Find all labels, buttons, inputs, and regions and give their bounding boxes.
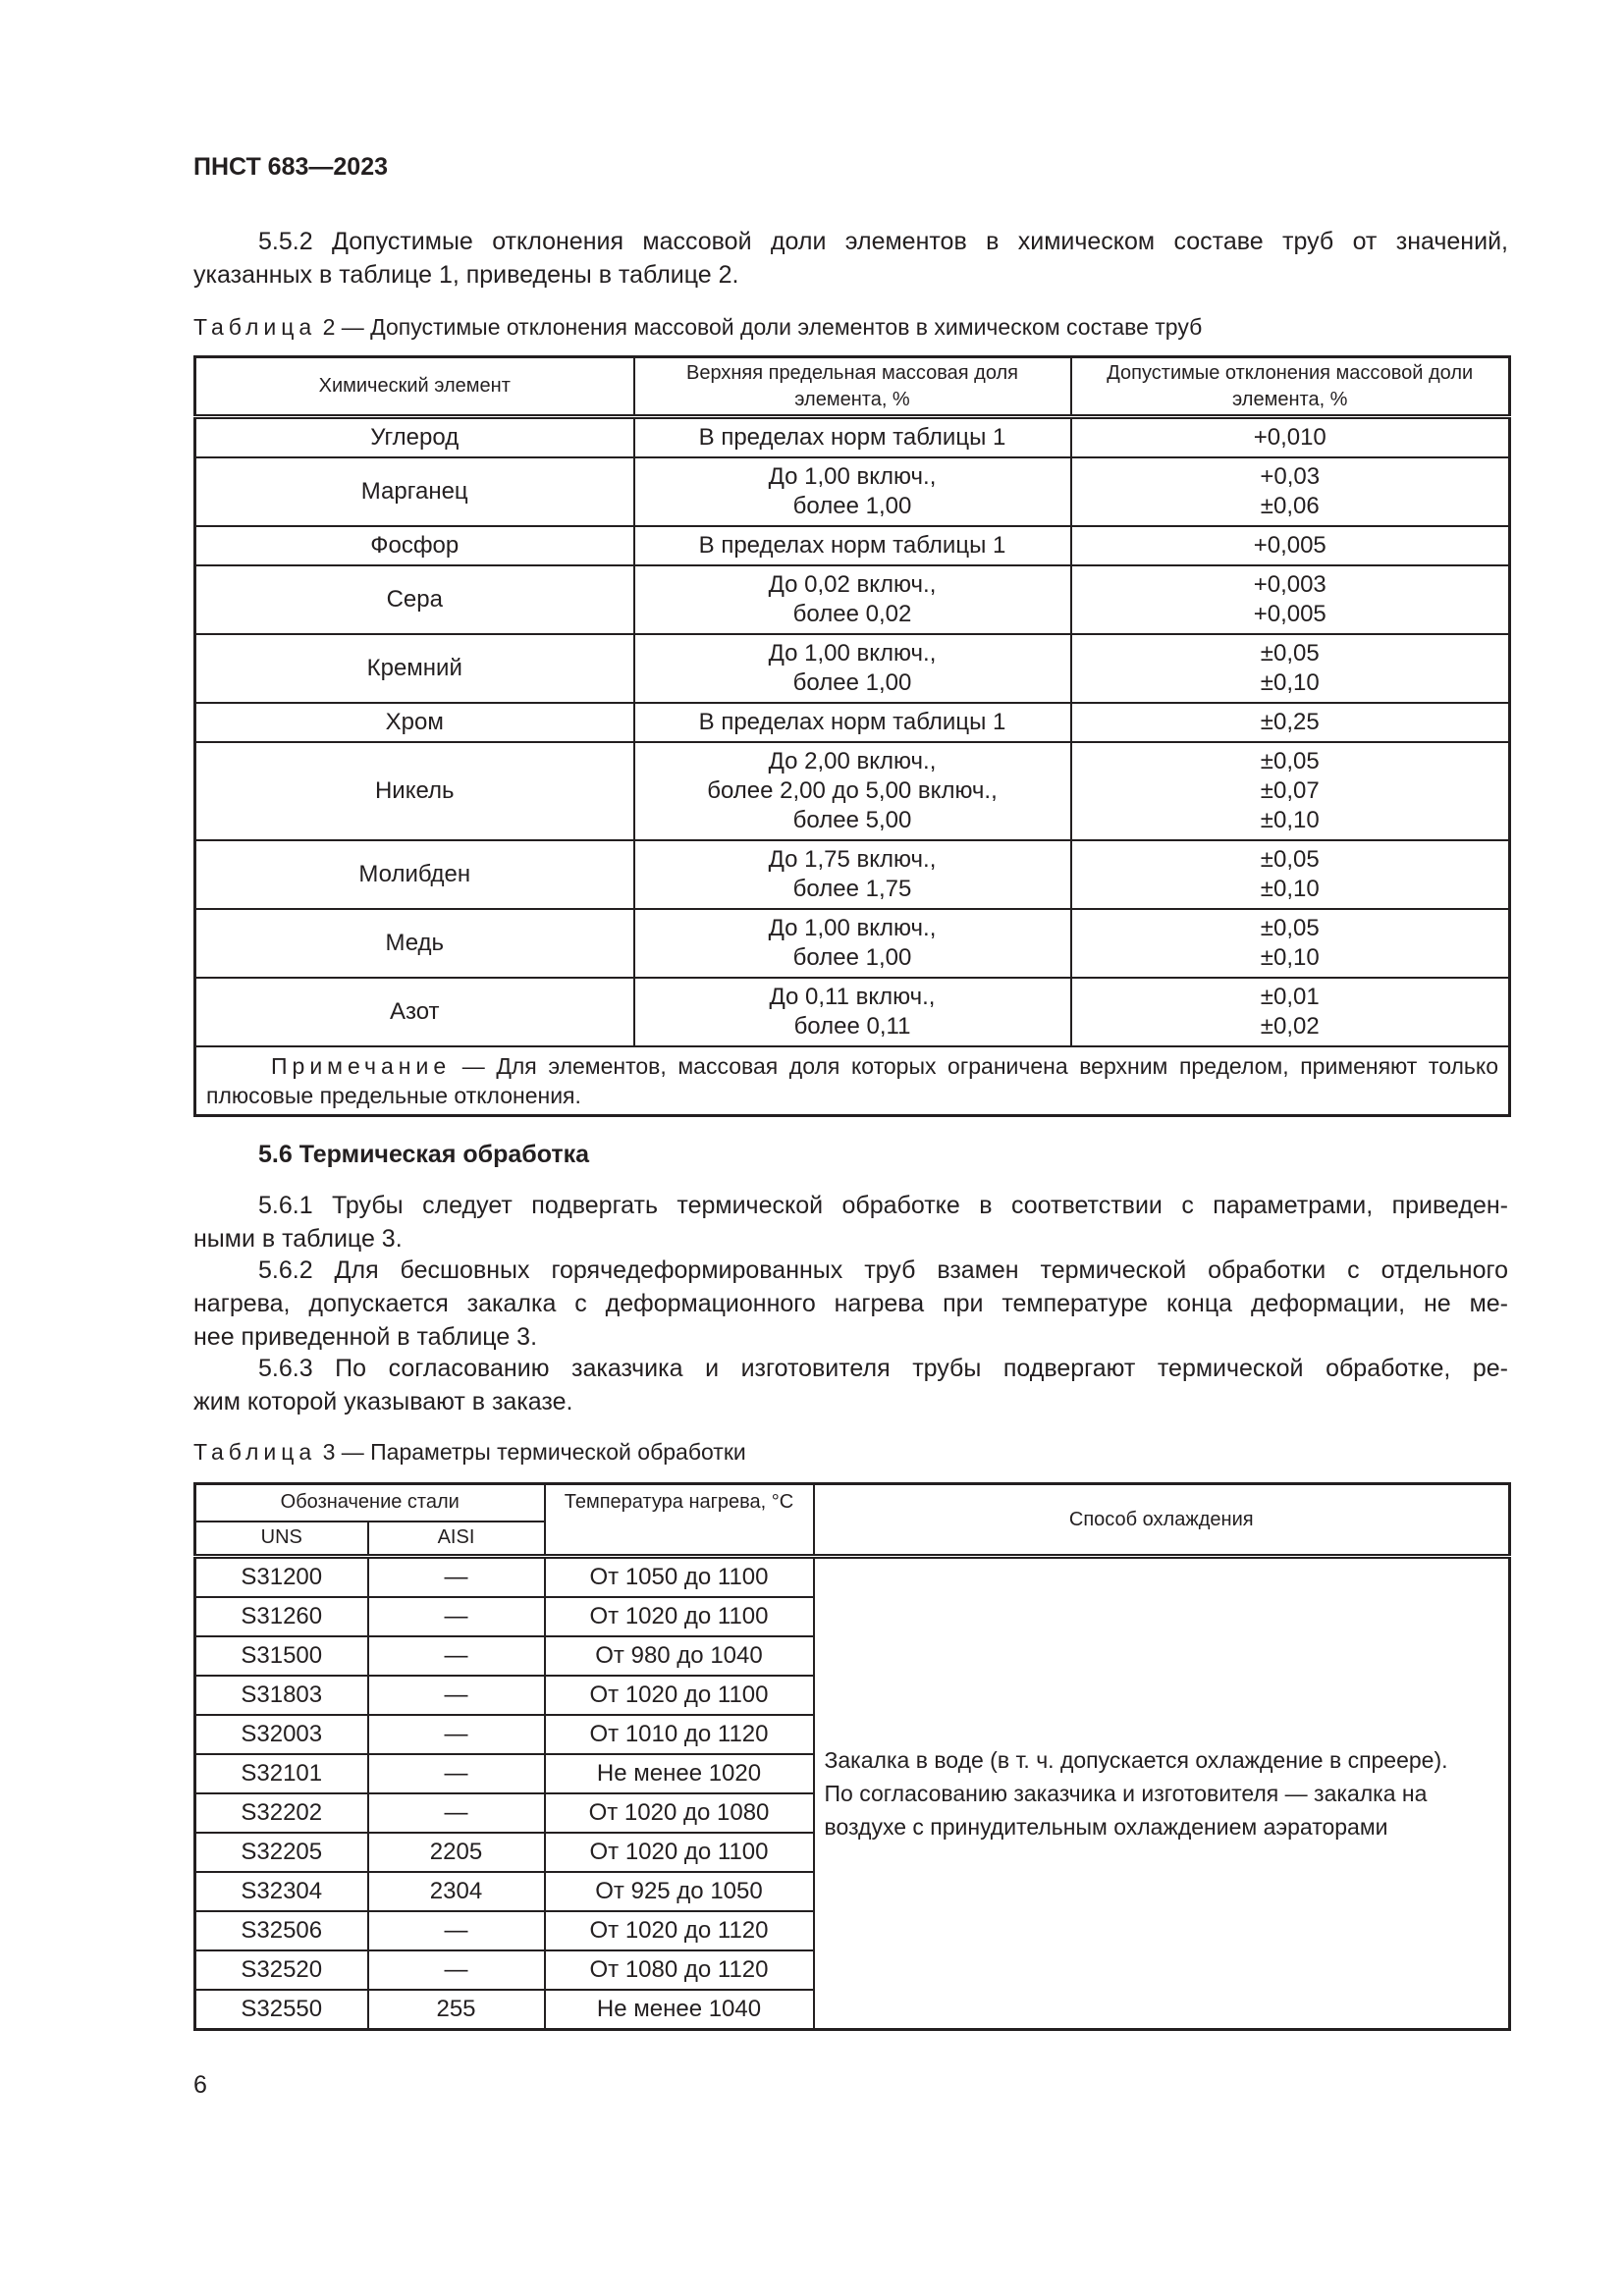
paragraph-5-5-2 <box>193 225 1508 292</box>
uns-cell: S32550 <box>195 1990 368 2030</box>
limit-value: В пределах норм таблицы 1 <box>698 424 1006 451</box>
deviation-cell <box>1071 417 1510 458</box>
limit-value: более 1,00 <box>792 944 912 971</box>
aisi-cell: — <box>368 1597 545 1636</box>
temp-cell: Не менее 1020 <box>545 1754 814 1793</box>
uns-cell: S31500 <box>195 1636 368 1676</box>
table-row <box>195 634 1510 703</box>
section-5-6-heading: 5.6 Термическая обработка <box>258 1141 590 1168</box>
deviation-value: ±0,07 <box>1260 777 1320 804</box>
uns-cell: S32520 <box>195 1950 368 1990</box>
limit-cell <box>634 634 1071 703</box>
table3-caption-label: Таблица <box>193 1439 317 1465</box>
limit-cell <box>634 565 1071 634</box>
temp-cell: От 1010 до 1120 <box>545 1715 814 1754</box>
element-name: Марганец <box>195 457 634 526</box>
element-name: Сера <box>195 565 634 634</box>
element-name: Молибден <box>195 840 634 909</box>
uns-cell: S32101 <box>195 1754 368 1793</box>
limit-value: В пределах норм таблицы 1 <box>698 532 1006 559</box>
table-row <box>195 417 1510 458</box>
paragraph-5-6-1 <box>193 1189 1508 1255</box>
paragraph-line: нагрева, допускается закалка с деформационного нагрева при температуре конца деформации, не ме- <box>193 1290 1508 1317</box>
deviation-cell <box>1071 457 1510 526</box>
cooling-method-line: Закалка в воде (в т. ч. допускается охлаждение в спреере). <box>824 1747 1448 1773</box>
table2-caption-text: 2 — Допустимые отклонения массовой доли элементов в химическом составе труб <box>322 314 1203 340</box>
uns-cell: S32003 <box>195 1715 368 1754</box>
table-row <box>195 565 1510 634</box>
element-name: Медь <box>195 909 634 978</box>
table3-caption-text: 3 — Параметры термической обработки <box>322 1439 746 1465</box>
table2-note-text: — Для элементов, массовая доля которых ограничена верхним пределом, применяют только плюсовые предельные отклонения. <box>206 1053 1498 1108</box>
deviation-value: +0,010 <box>1253 424 1326 451</box>
temp-cell: От 1020 до 1100 <box>545 1676 814 1715</box>
table-row <box>195 703 1510 742</box>
table3-heat-treatment <box>193 1482 1511 2031</box>
table2-note <box>195 1046 1510 1116</box>
table-row <box>195 742 1510 840</box>
deviation-cell <box>1071 909 1510 978</box>
temp-cell: От 1020 до 1100 <box>545 1833 814 1872</box>
limit-value: В пределах норм таблицы 1 <box>698 709 1006 735</box>
table3-header-temperature: Температура нагрева, °C <box>545 1484 814 1557</box>
aisi-cell: — <box>368 1676 545 1715</box>
temp-cell: От 1020 до 1120 <box>545 1911 814 1950</box>
limit-cell <box>634 417 1071 458</box>
deviation-cell <box>1071 634 1510 703</box>
table2-header-deviation: Допустимые отклонения массовой доли элемента, % <box>1071 357 1510 417</box>
aisi-cell: — <box>368 1950 545 1990</box>
aisi-cell: — <box>368 1636 545 1676</box>
temp-cell: От 1080 до 1120 <box>545 1950 814 1990</box>
temp-cell: От 925 до 1050 <box>545 1872 814 1911</box>
uns-cell: S31200 <box>195 1557 368 1598</box>
element-name: Хром <box>195 703 634 742</box>
deviation-cell <box>1071 703 1510 742</box>
table-row <box>195 457 1510 526</box>
cooling-method-cell <box>814 1557 1510 2030</box>
deviation-cell <box>1071 565 1510 634</box>
deviation-value: ±0,02 <box>1260 1013 1320 1040</box>
aisi-cell: — <box>368 1911 545 1950</box>
limit-value: более 5,00 <box>792 807 912 833</box>
deviation-value: ±0,25 <box>1260 709 1320 735</box>
uns-cell: S31260 <box>195 1597 368 1636</box>
table2-header-limit: Верхняя предельная массовая доля элемента, % <box>634 357 1071 417</box>
table2-note-label: Примечание <box>271 1053 452 1079</box>
limit-cell <box>634 978 1071 1046</box>
table2-header-element: Химический элемент <box>195 357 634 417</box>
cooling-method-line: воздухе с принудительным охлаждением аэраторами <box>824 1814 1388 1840</box>
limit-value: более 1,00 <box>792 493 912 519</box>
limit-cell <box>634 703 1071 742</box>
deviation-value: +0,03 <box>1260 463 1321 490</box>
table3-header-steel-designation: Обозначение стали <box>195 1484 545 1522</box>
deviation-value: ±0,10 <box>1260 807 1320 833</box>
table2-caption-label: Таблица <box>193 314 317 340</box>
aisi-cell: — <box>368 1754 545 1793</box>
paragraph-line: нее приведенной в таблице 3. <box>193 1323 538 1351</box>
limit-cell <box>634 742 1071 840</box>
temp-cell: Не менее 1040 <box>545 1990 814 2030</box>
aisi-cell: — <box>368 1793 545 1833</box>
deviation-cell <box>1071 840 1510 909</box>
table3-header-uns: UNS <box>195 1522 368 1557</box>
deviation-value: ±0,10 <box>1260 669 1320 696</box>
element-name: Фосфор <box>195 526 634 565</box>
paragraph-line: жим которой указывают в заказе. <box>193 1388 573 1415</box>
uns-cell: S32205 <box>195 1833 368 1872</box>
deviation-value: ±0,01 <box>1260 984 1320 1010</box>
page-number: 6 <box>193 2071 207 2099</box>
limit-cell <box>634 457 1071 526</box>
table2-caption <box>193 314 1202 341</box>
limit-cell <box>634 909 1071 978</box>
element-name: Углерод <box>195 417 634 458</box>
aisi-cell: 255 <box>368 1990 545 2030</box>
aisi-cell: — <box>368 1557 545 1598</box>
temp-cell: От 1050 до 1100 <box>545 1557 814 1598</box>
deviation-value: ±0,10 <box>1260 944 1320 971</box>
uns-cell: S32304 <box>195 1872 368 1911</box>
table-row <box>195 840 1510 909</box>
paragraph-5-6-2 <box>193 1254 1508 1354</box>
deviation-value: ±0,06 <box>1260 493 1320 519</box>
aisi-cell: 2205 <box>368 1833 545 1872</box>
limit-value: более 1,00 <box>792 669 912 696</box>
paragraph-line: указанных в таблице 1, приведены в таблице 2. <box>193 261 739 289</box>
limit-value: более 0,11 <box>793 1013 911 1040</box>
uns-cell: S31803 <box>195 1676 368 1715</box>
table3-caption <box>193 1439 746 1466</box>
table3-header-aisi: AISI <box>368 1522 545 1557</box>
temp-cell: От 1020 до 1100 <box>545 1597 814 1636</box>
limit-value: До 0,02 включ., <box>768 571 937 598</box>
cooling-method-line: По согласованию заказчика и изготовителя — закалка на <box>824 1781 1428 1806</box>
deviation-cell <box>1071 742 1510 840</box>
table-row <box>195 978 1510 1046</box>
element-name: Азот <box>195 978 634 1046</box>
deviation-value: ±0,05 <box>1260 846 1320 873</box>
table2-chemical-deviations <box>193 355 1511 1117</box>
aisi-cell: 2304 <box>368 1872 545 1911</box>
deviation-cell <box>1071 526 1510 565</box>
paragraph-line: 5.6.3 По согласованию заказчика и изготовителя трубы подвергают термической обработке, ре- <box>258 1355 1508 1382</box>
limit-value: До 1,00 включ., <box>768 915 937 941</box>
uns-cell: S32506 <box>195 1911 368 1950</box>
limit-value: более 1,75 <box>792 876 912 902</box>
limit-value: До 1,00 включ., <box>768 463 937 490</box>
limit-cell <box>634 840 1071 909</box>
deviation-cell <box>1071 978 1510 1046</box>
element-name: Никель <box>195 742 634 840</box>
temp-cell: От 980 до 1040 <box>545 1636 814 1676</box>
paragraph-line: 5.6.1 Трубы следует подвергать термической обработке в соответствии с параметрами, приведен- <box>258 1192 1508 1219</box>
limit-cell <box>634 526 1071 565</box>
deviation-value: +0,005 <box>1253 601 1326 627</box>
deviation-value: ±0,05 <box>1260 915 1320 941</box>
deviation-value: +0,003 <box>1253 571 1326 598</box>
table3-header-cooling: Способ охлаждения <box>814 1484 1510 1557</box>
deviation-value: ±0,05 <box>1260 640 1320 667</box>
table-row <box>195 1557 1510 1598</box>
deviation-value: ±0,05 <box>1260 748 1320 774</box>
temp-cell: От 1020 до 1080 <box>545 1793 814 1833</box>
element-name: Кремний <box>195 634 634 703</box>
paragraph-line: 5.6.2 Для бесшовных горячедеформированных труб взамен термической обработки с отдельного <box>258 1256 1508 1284</box>
limit-value: До 1,00 включ., <box>768 640 937 667</box>
table-row <box>195 909 1510 978</box>
limit-value: более 2,00 до 5,00 включ., <box>707 777 998 804</box>
uns-cell: S32202 <box>195 1793 368 1833</box>
aisi-cell: — <box>368 1715 545 1754</box>
paragraph-5-6-3 <box>193 1352 1508 1418</box>
table-row <box>195 526 1510 565</box>
deviation-value: +0,005 <box>1253 532 1326 559</box>
limit-value: более 0,02 <box>792 601 912 627</box>
paragraph-line: 5.5.2 Допустимые отклонения массовой доли элементов в химическом составе труб от значений, <box>258 228 1508 255</box>
document-id: ПНСТ 683—2023 <box>193 153 388 181</box>
limit-value: До 0,11 включ., <box>769 984 936 1010</box>
paragraph-line: ными в таблице 3. <box>193 1225 403 1253</box>
limit-value: До 2,00 включ., <box>768 748 937 774</box>
limit-value: До 1,75 включ., <box>768 846 937 873</box>
deviation-value: ±0,10 <box>1260 876 1320 902</box>
